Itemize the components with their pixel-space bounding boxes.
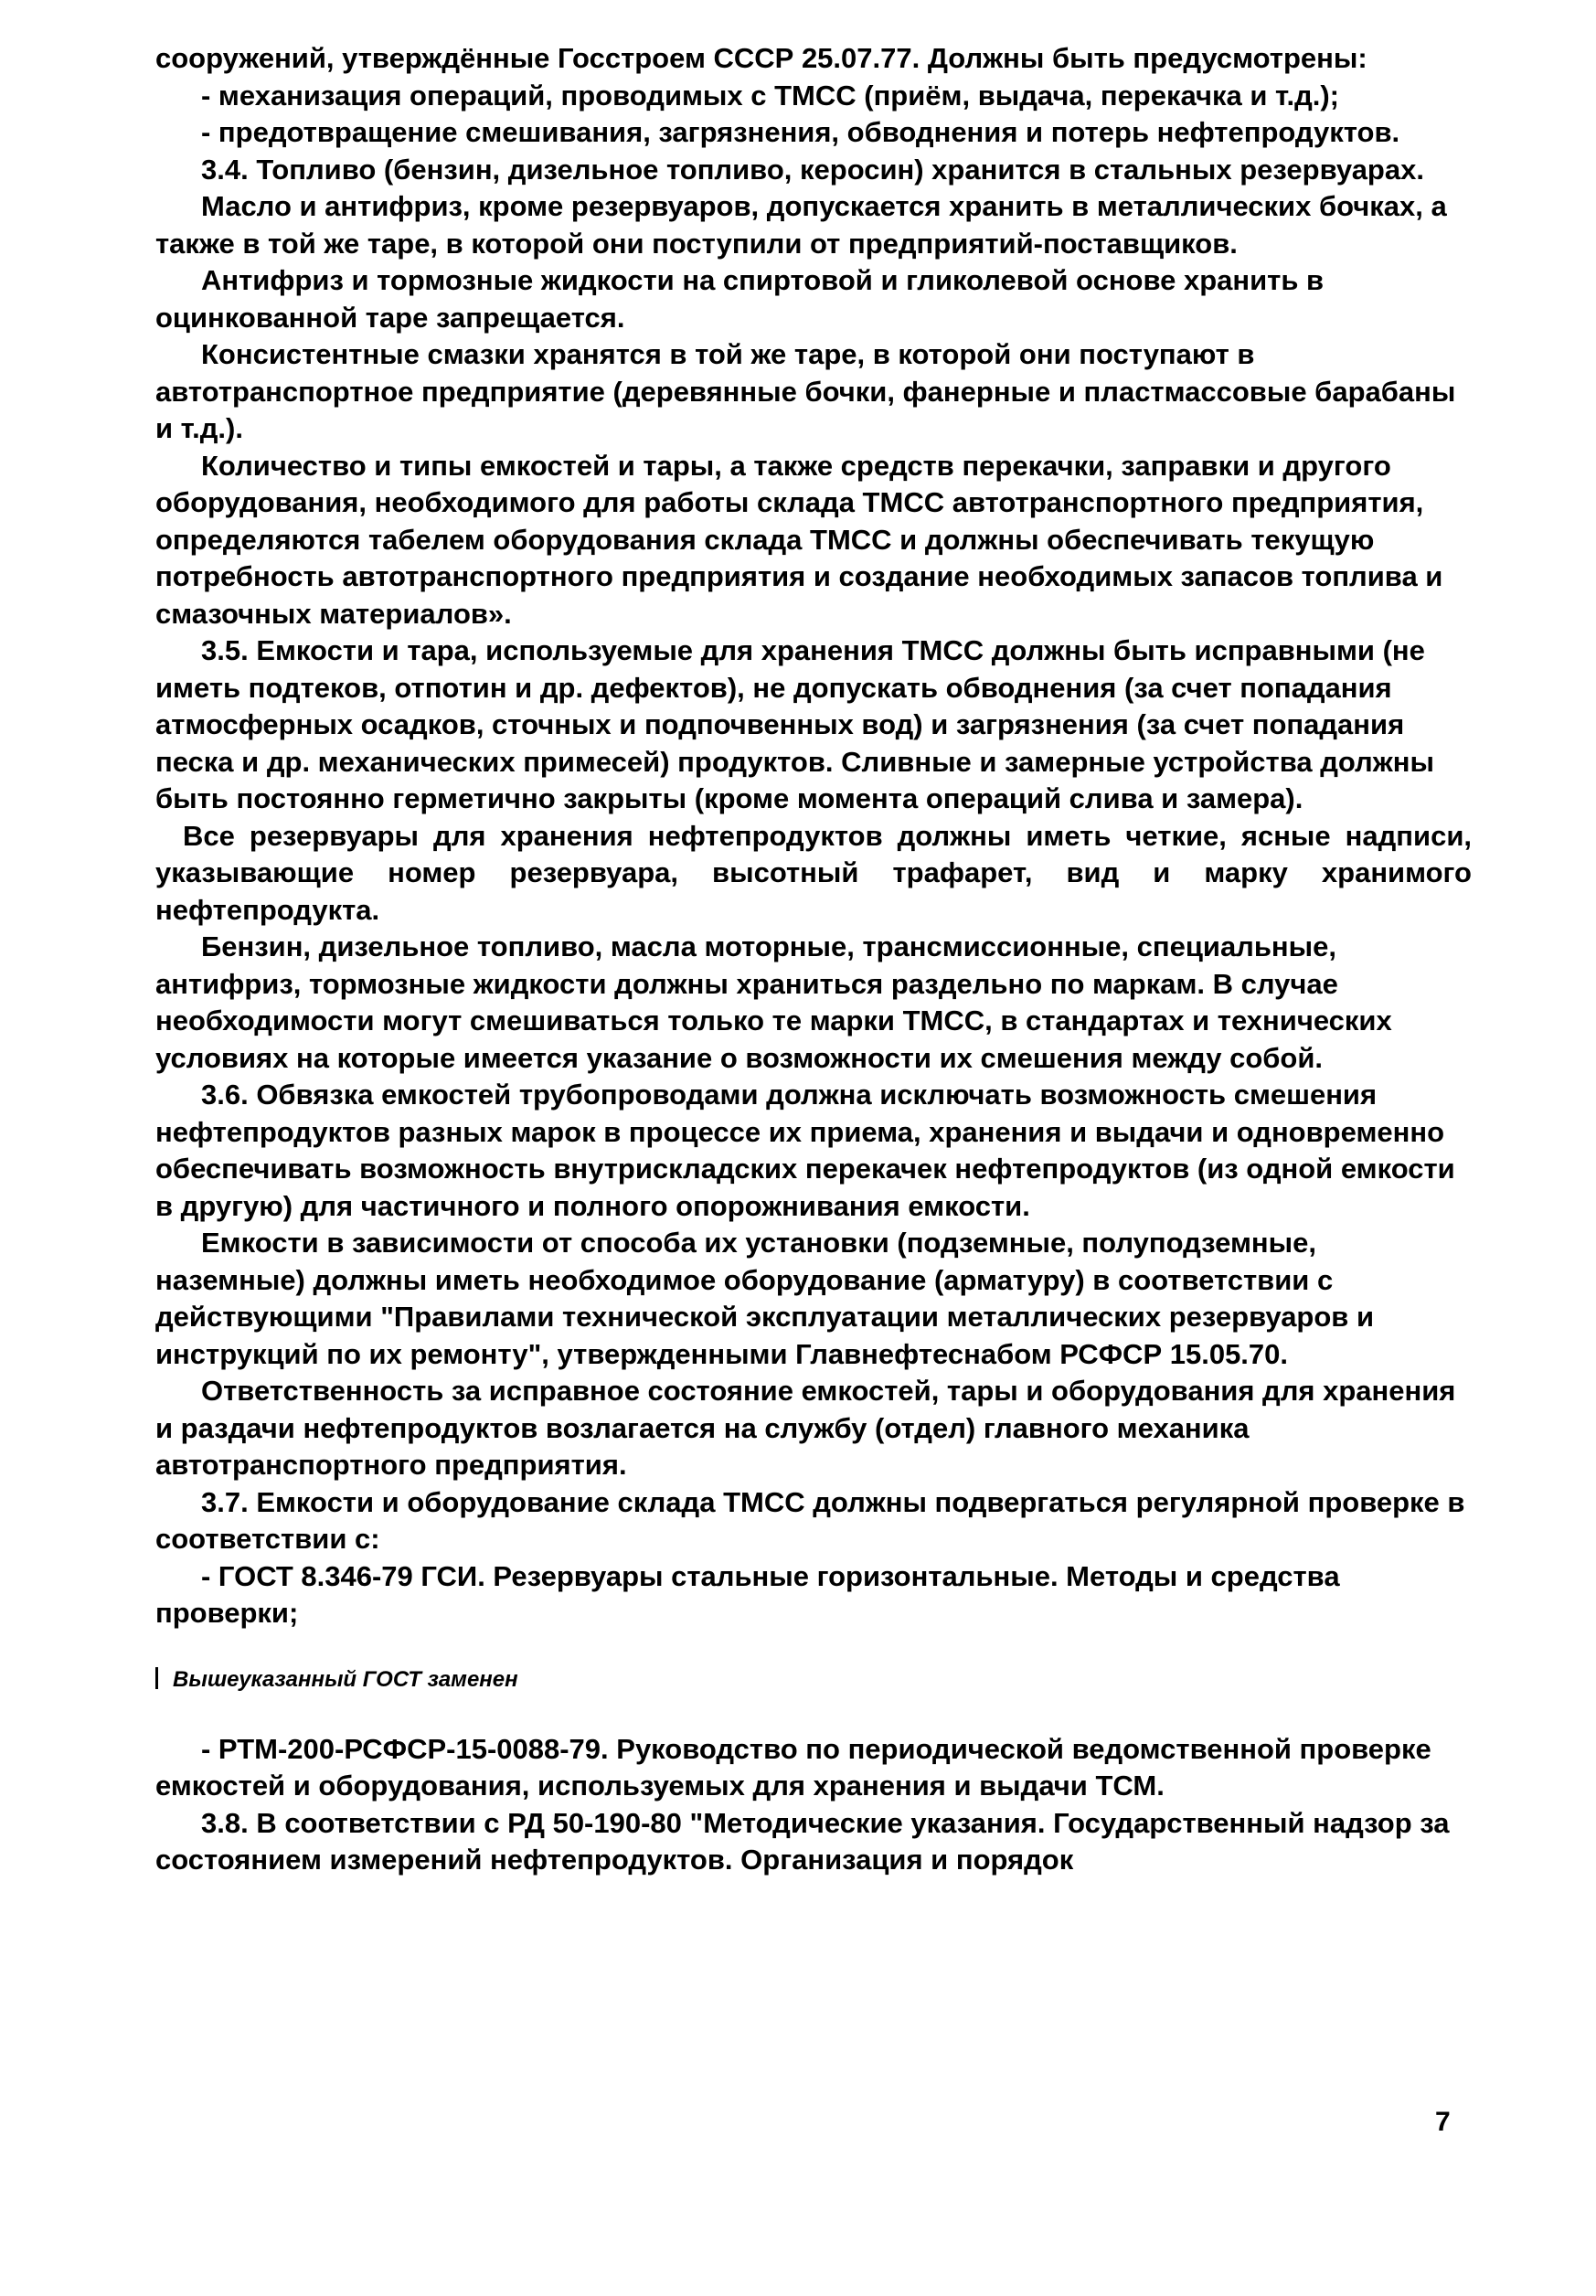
list-item: - предотвращение смешивания, загрязнения, обводнения и потерь нефтепродуктов.: [201, 116, 1400, 148]
paragraph: Антифриз и тормозные жидкости на спиртовой и гликолевой основе хранить в оцинкованной таре запрещается.: [155, 264, 1325, 334]
paragraph: 3.7. Емкости и оборудование склада ТМСС должны подвергаться регулярной проверке в соответствии с:: [155, 1485, 1465, 1555]
editor-note: [155, 1665, 1472, 1695]
paragraph: Количество и типы емкостей и тары, а также средств перекачки, заправки и другого оборудования, необходимого для работы склада ТМСС автотранспортного предприятия, определяются табелем оборудования склада ТМСС и должны обеспечивать текущую потребность автотранспортного предприятия и создание необходимых запасов топлива и смазочных материалов».: [155, 449, 1443, 630]
body-text: [155, 40, 1472, 1879]
paragraph: Консистентные смазки хранятся в той же таре, в которой они поступают в автотранспортное предприятие (деревянные бочки, фанерные и пластмассовые барабаны и т.д.).: [155, 338, 1456, 444]
page-number: 7: [1435, 2107, 1451, 2137]
list-item: - ГОСТ 8.346-79 ГСИ. Резервуары стальные горизонтальные. Методы и средства проверки;: [155, 1559, 1340, 1629]
paragraph: 3.4. Топливо (бензин, дизельное топливо, керосин) хранится в стальных резервуарах.: [201, 153, 1424, 186]
paragraph: Бензин, дизельное топливо, масла моторные, трансмиссионные, специальные, антифриз, тормозные жидкости должны храниться раздельно по маркам. В случае необходимости могут смешиваться только те марки ТМСС, в стандартах и технических условиях на которые имеется указание о возможности их смешения между собой.: [155, 930, 1392, 1074]
paragraph: Ответственность за исправное состояние емкостей, тары и оборудования для хранения и раздачи нефтепродуктов возлагается на службу (отдел) главного механика автотранспортного предприятия.: [155, 1375, 1456, 1481]
note-text: Вышеуказанный ГОСТ заменен: [173, 1666, 518, 1692]
list-item: - механизация операций, проводимых с ТМСС (приём, выдача, перекачка и т.д.);: [201, 79, 1340, 112]
paragraph: Все резервуары для хранения нефтепродуктов должны иметь четкие, ясные надписи, указывающие номер резервуара, высотный трафарет, вид и марку хранимого нефтепродукта.: [155, 819, 1472, 926]
note-marker: [155, 1667, 158, 1689]
paragraph: сооружений, утверждённые Госстроем СССР 25.07.77. Должны быть предусмотрены:: [155, 42, 1367, 74]
paragraph: 3.5. Емкости и тара, используемые для хранения ТМСС должны быть исправными (не иметь подтеков, отпотин и др. дефектов), не допускать обводнения (за счет попадания атмосферных осадков, сточных и подпочвенных вод) и загрязнения (за счет попадания песка и др. механических примесей) продуктов. Сливные и замерные устройства должны быть постоянно герметично закрыты (кроме момента операций слива и замера).: [155, 634, 1434, 814]
list-item: - РТМ-200-РСФСР-15-0088-79. Руководство по периодической ведомственной проверке емкостей и оборудования, используемых для хранения и выдачи ТСМ.: [155, 1732, 1431, 1802]
paragraph: Емкости в зависимости от способа их установки (подземные, полуподземные, наземные) должны иметь необходимое оборудование (арматуру) в соответствии с действующими "Правилами технической эксплуатации металлических резервуаров и инструкций по их ремонту", утвержденными Главнефтеснабом РСФСР 15.05.70.: [155, 1227, 1375, 1370]
paragraph: 3.6. Обвязка емкостей трубопроводами должна исключать возможность смешения нефтепродуктов разных марок в процессе их приема, хранения и выдачи и одновременно обеспечивать возможность внутрискладских перекачек нефтепродуктов (из одной емкости в другую) для частичного и полного опорожнивания емкости.: [155, 1079, 1455, 1222]
paragraph: Масло и антифриз, кроме резервуаров, допускается хранить в металлических бочках, а также в той же таре, в которой они поступили от предприятий-поставщиков.: [155, 190, 1447, 260]
paragraph: 3.8. В соответствии с РД 50-190-80 "Методические указания. Государственный надзор за состоянием измерений нефтепродуктов. Организация и порядок: [155, 1806, 1450, 1876]
